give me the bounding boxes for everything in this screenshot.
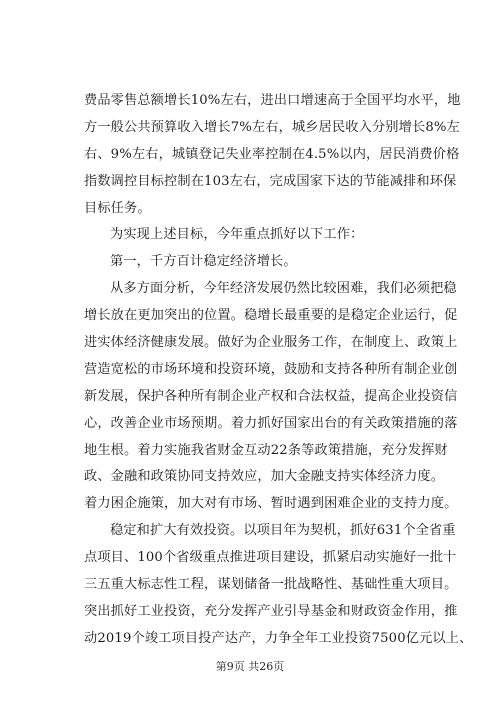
paragraph-line: 动2019个竣工项目投产达产，力争全年工业投资7500亿元以上、 (84, 630, 473, 646)
paragraph-line: 费品零售总额增长10%左右，进出口增速高于全国平均水平，地 (84, 93, 461, 108)
paragraph-line: 右、9%左右，城镇登记失业率控制在4.5%以内，居民消费价格 (84, 146, 460, 162)
paragraph-line: 为实现上述目标，今年重点抓好以下工作： (110, 227, 364, 243)
paragraph-line: 目标任务。 (84, 200, 151, 216)
paragraph-line: 三五重大标志性工程，谋划储备一批战略性、基础性重大项目。 (84, 577, 458, 593)
paragraph-line: 着力困企施策，加大对有市场、暂时遇到困难企业的支持力度。 (84, 496, 458, 512)
paragraph-line: 心，改善企业市场预期。着力抓好国家出台的有关政策措施的落 (84, 415, 458, 431)
paragraph-line: 政、金融和政策协同支持效应，加大金融支持实体经济力度。 (84, 469, 445, 485)
document-body (84, 88, 473, 653)
paragraph-line: 进实体经济健康发展。做好为企业服务工作，在制度上、政策上 (84, 335, 458, 351)
paragraph-line: 第一，千方百计稳定经济增长。 (110, 254, 297, 270)
paragraph-line: 地生根。着力实施我省财金互动22条等政策措施，充分发挥财 (84, 442, 448, 458)
paragraph-line: 营造宽松的市场环境和投资环境，鼓励和支持各种所有制企业创 (84, 361, 458, 377)
paragraph-line: 方一般公共预算收入增长7%左右，城乡居民收入分别增长8%左 (84, 119, 460, 135)
paragraph-line: 新发展，保护各种所有制企业产权和合法权益，提高企业投资信 (84, 388, 458, 404)
paragraph-line: 指数调控目标控制在103左右，完成国家下达的节能减排和环保 (84, 173, 457, 189)
paragraph-line: 从多方面分析，今年经济发展仍然比较困难，我们必须把稳 (110, 281, 457, 297)
paragraph-line: 突出抓好工业投资，充分发挥产业引导基金和财政资金作用，推 (84, 603, 458, 619)
paragraph-line: 稳定和扩大有效投资。以项目年为契机，抓好631个全省重 (110, 523, 456, 539)
page-footer: 第9页 共26页 (215, 660, 285, 673)
paragraph-line: 增长放在更加突出的位置。稳增长最重要的是稳定企业运行，促 (84, 308, 458, 324)
paragraph-line: 点项目、100个省级重点推进项目建设，抓紧启动实施好一批十 (84, 550, 457, 566)
